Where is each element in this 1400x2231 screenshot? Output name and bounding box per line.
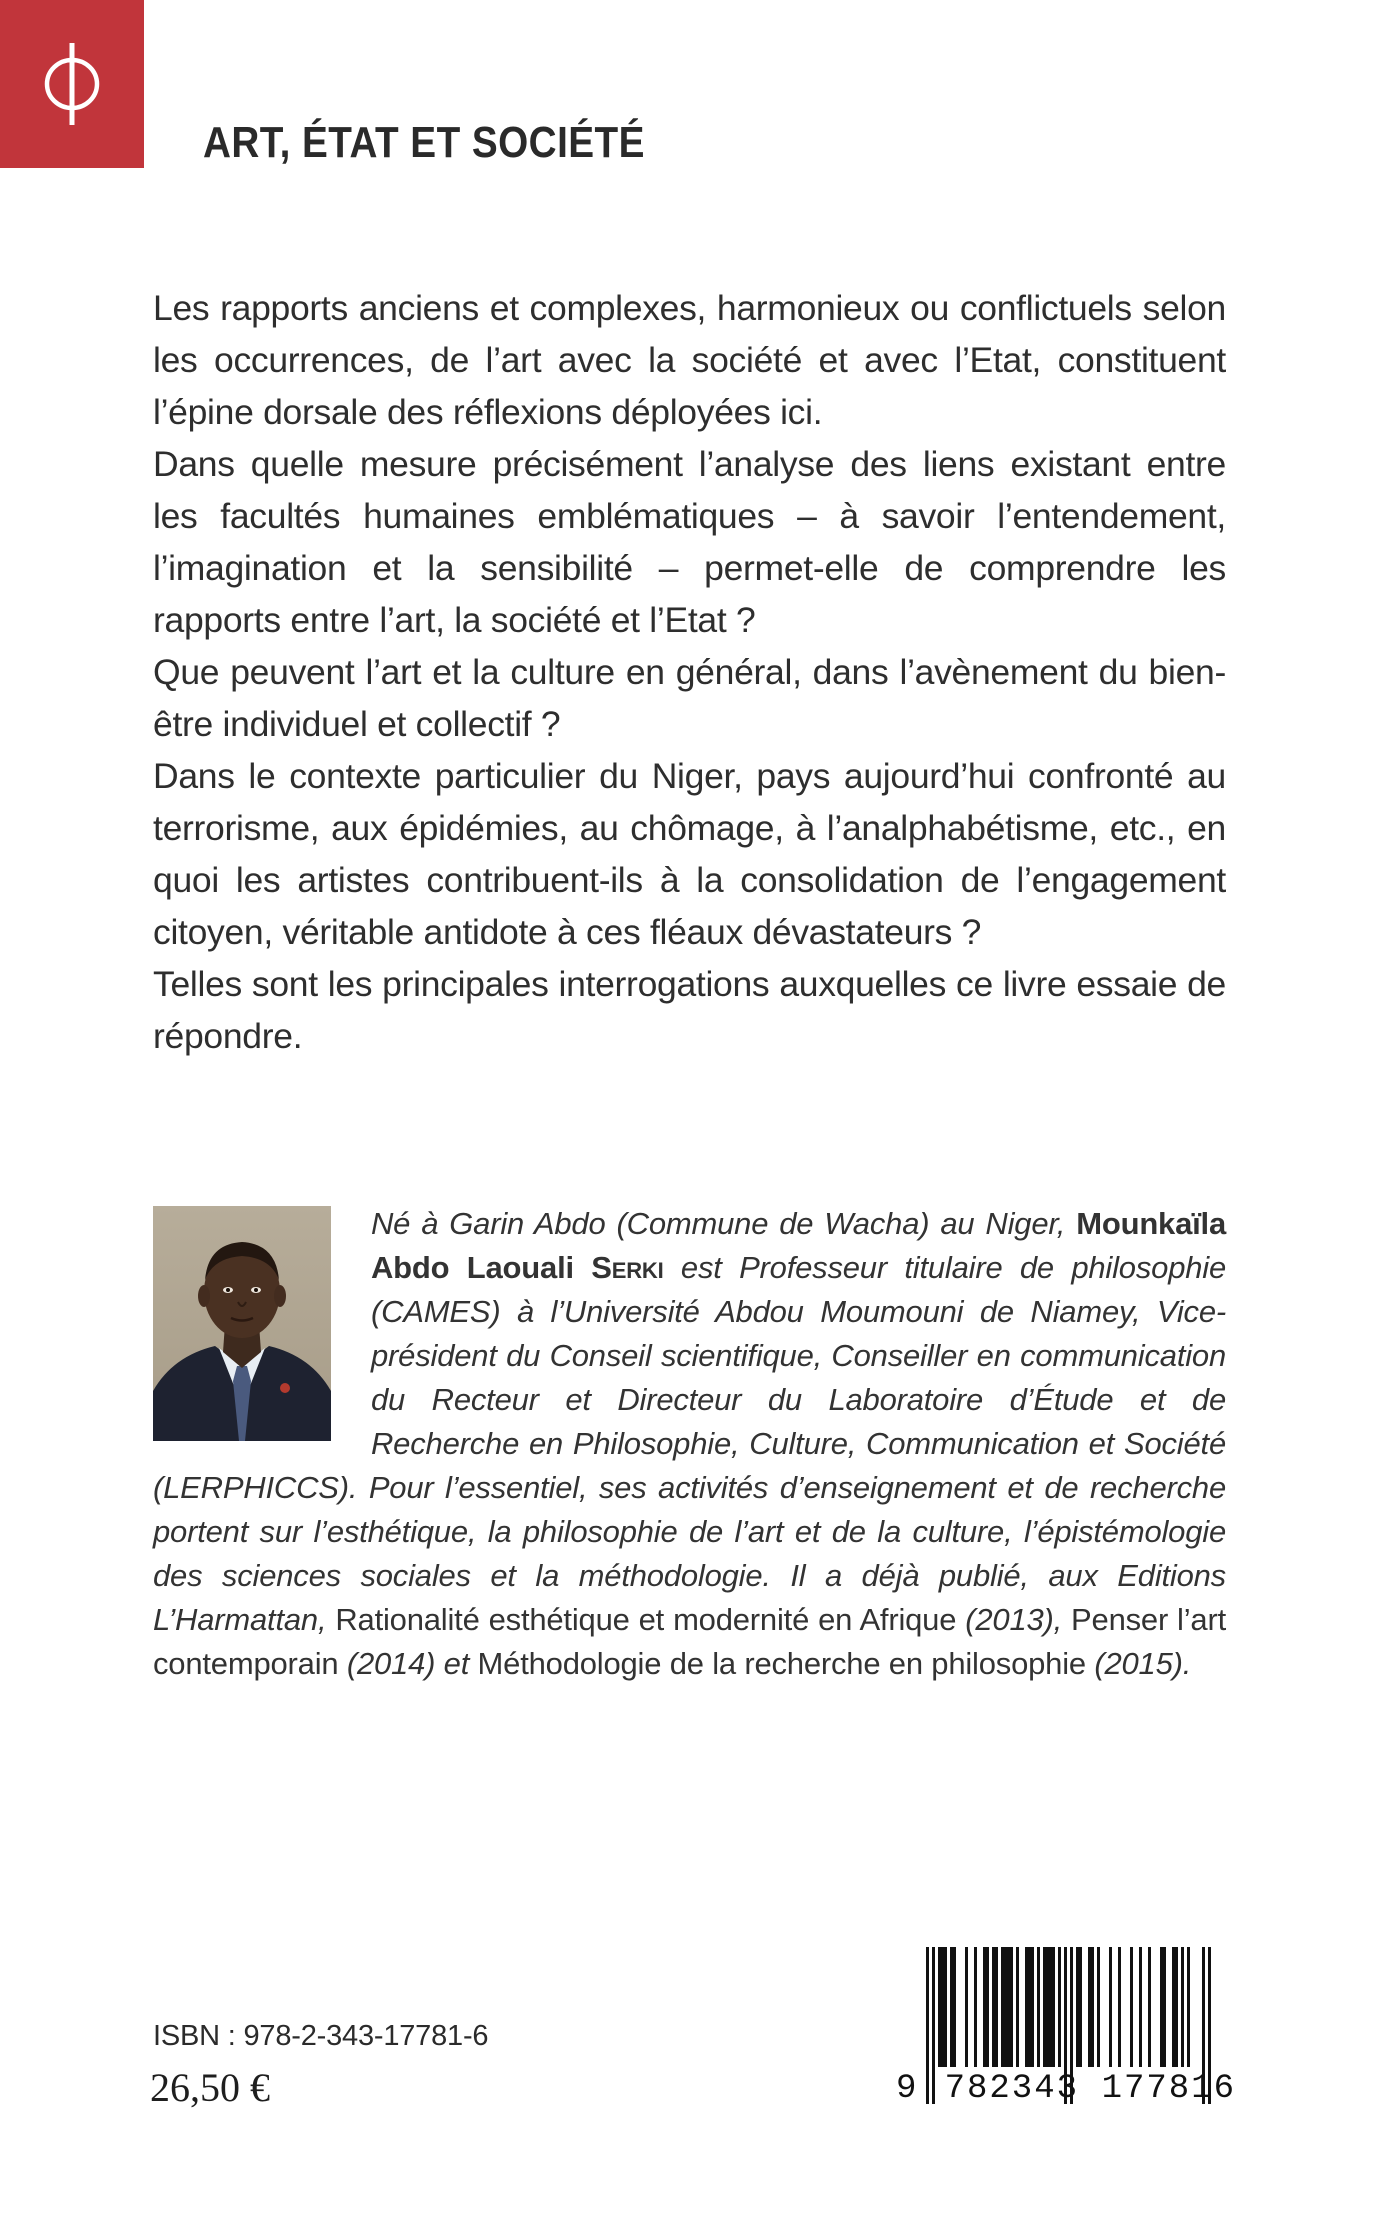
- book-summary: [153, 282, 1226, 1062]
- book-reference: Penser l’art contemporain: [153, 1602, 1226, 1681]
- barcode-bar: [1079, 1947, 1082, 2067]
- author-photo: [153, 1206, 331, 1441]
- book-reference: Rationalité esthétique et modernité en Afrique: [335, 1602, 957, 1637]
- barcode-bar: [1187, 1947, 1190, 2067]
- barcode-bar: [1130, 1947, 1133, 2067]
- summary-paragraph: Que peuvent l’art et la culture en général, dans l’avènement du bien-être individuel et collectif ?: [153, 652, 1226, 744]
- barcode-bar: [1076, 1947, 1079, 2067]
- barcode-bar: [1097, 1947, 1100, 2067]
- barcode-bar: [1088, 1947, 1091, 2067]
- barcode-bar: [1139, 1947, 1142, 2067]
- barcode-bar: [953, 1947, 956, 2067]
- barcode-bar: [1028, 1947, 1031, 2067]
- barcode-bar: [1025, 1947, 1028, 2067]
- barcode-bar: [1163, 1947, 1166, 2067]
- phi-logo-icon: [37, 39, 107, 129]
- barcode-bar: [1016, 1947, 1019, 2067]
- barcode-digits: [896, 2070, 1236, 2108]
- barcode-bar: [995, 1947, 998, 2067]
- book-reference: Méthodologie de la recherche en philosophie: [477, 1646, 1086, 1681]
- barcode-bar: [1010, 1947, 1013, 2067]
- bio-intro: Né à Garin Abdo (Commune de Wacha) au Niger,: [371, 1206, 1077, 1241]
- book-year: (2015).: [1085, 1646, 1192, 1681]
- barcode-bar: [1052, 1947, 1055, 2067]
- book-year: (2014) et: [338, 1646, 478, 1681]
- barcode-bar: [938, 1947, 941, 2067]
- barcode-digit-first: 9: [896, 2070, 917, 2108]
- isbn-number: ISBN : 978-2-343-17781-6: [153, 2020, 489, 2052]
- barcode-bar: [1007, 1947, 1010, 2067]
- barcode-bar: [1181, 1947, 1184, 2067]
- publisher-logo: [0, 0, 144, 168]
- barcode-bar: [944, 1947, 947, 2067]
- barcode-bar: [1049, 1947, 1052, 2067]
- barcode-bar: [1043, 1947, 1046, 2067]
- barcode-group-right: 177816: [1101, 2070, 1236, 2108]
- barcode-bar: [1037, 1947, 1040, 2067]
- barcode-bar: [1001, 1947, 1004, 2067]
- author-bio: [153, 1202, 1226, 1686]
- barcode-bar: [1118, 1947, 1121, 2067]
- barcode-bar: [1091, 1947, 1094, 2067]
- barcode-bar: [1160, 1947, 1163, 2067]
- barcode-bar: [974, 1947, 977, 2067]
- book-title: ART, ÉTAT ET SOCIÉTÉ: [203, 118, 645, 167]
- barcode-bar: [1031, 1947, 1034, 2067]
- barcode-bar: [1046, 1947, 1049, 2067]
- barcode-group-left: 782343: [944, 2070, 1079, 2108]
- barcode: [896, 1947, 1236, 2112]
- barcode-bar: [1175, 1947, 1178, 2067]
- barcode-bar: [986, 1947, 989, 2067]
- price: 26,50 €: [150, 2065, 270, 2110]
- barcode-bar: [1148, 1947, 1151, 2067]
- summary-paragraph: Les rapports anciens et complexes, harmonieux ou conflictuels selon les occurrences, de l’art avec la société et avec l’Etat, constituent l’épine dorsale des réflexions déployées ici.: [153, 288, 1226, 432]
- barcode-bar: [941, 1947, 944, 2067]
- summary-paragraph: Dans le contexte particulier du Niger, pays aujourd’hui confronté au terrorisme, aux épidémies, au chômage, à l’analphabétisme, etc., en quoi les artistes contribuent-ils à la consolidation de l’engagement citoyen, véritable antidote à ces fléaux dévastateurs ?: [153, 756, 1226, 952]
- barcode-bar: [1058, 1947, 1061, 2067]
- book-year: (2013),: [956, 1602, 1072, 1637]
- barcode-bar: [992, 1947, 995, 2067]
- bio-body: est Professeur titulaire de philosophie (CAMES) à l’Université Abdou Moumouni de Niamey, Vice-président du Conseil scientifique, Conseiller en communication du Recteur et Directeur du Laboratoire d’Étude et de Recherche en Philosophie, Culture, Communication et Société (LERPHICCS). Pour l’essentiel, ses activités d’enseignement et de recherche portent sur l’esthétique, la philosophie de l’art et de la culture, l’épistémologie des sciences sociales et la méthodologie. Il a déjà publié, aux Editions L’Harmattan,: [153, 1250, 1227, 1637]
- barcode-bar: [1172, 1947, 1175, 2067]
- barcode-bar: [950, 1947, 953, 2067]
- barcode-bar: [1109, 1947, 1112, 2067]
- author-surname: Serki: [591, 1250, 664, 1285]
- author-given-names: Mounkaïla Abdo Laouali: [371, 1206, 1226, 1285]
- barcode-bar: [965, 1947, 968, 2067]
- barcode-bar: [1004, 1947, 1007, 2067]
- summary-paragraph: Dans quelle mesure précisément l’analyse des liens existant entre les facultés humaines emblématiques – à savoir l’entendement, l’imagination et la sensibilité – permet-elle de comprendre les rapports entre l’art, la société et l’Etat ?: [153, 444, 1226, 640]
- summary-paragraph: Telles sont les principales interrogations auxquelles ce livre essaie de répondre.: [153, 964, 1226, 1056]
- barcode-bar: [983, 1947, 986, 2067]
